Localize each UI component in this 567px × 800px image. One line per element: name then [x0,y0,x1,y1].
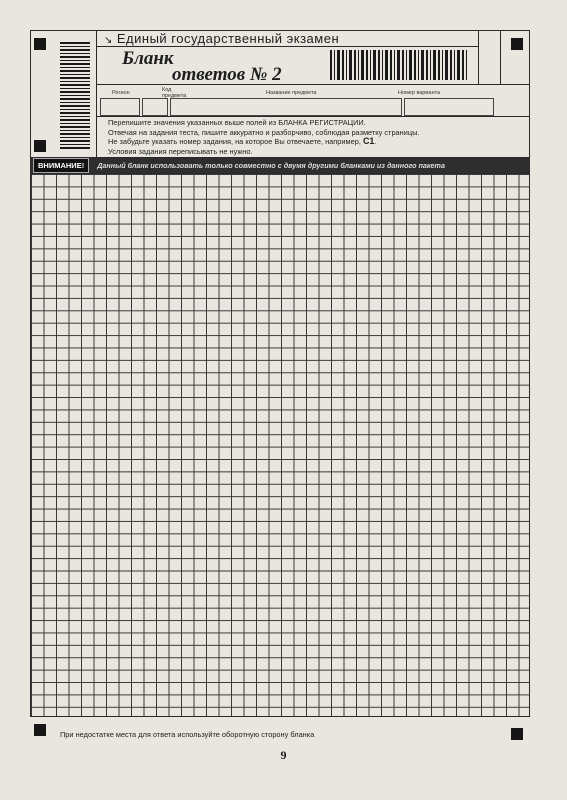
corner-marker-top-left-icon [34,38,46,50]
corner-marker-top-right-icon [511,38,523,50]
region-field[interactable] [100,98,140,116]
subject-name-field[interactable] [170,98,402,116]
corner-marker-bottom-right-icon [511,728,523,740]
region-label: Регион [112,90,130,96]
corner-marker-bottom-left-icon [34,724,46,736]
vertical-barcode-icon [60,42,90,150]
arrow-down-right-icon: ↘ [104,35,113,46]
warning-bar [30,158,530,173]
form-title-line1: Бланк [122,48,174,69]
variant-number-label: Номер варианта [398,90,441,96]
horizontal-barcode-icon [330,50,468,80]
corner-marker-mid-left-icon [34,140,46,152]
footer-note: При недостатке места для ответа используйте оборотную сторону бланка [60,730,315,739]
exam-title: ↘ Единый государственный экзамен [104,31,340,46]
warning-text: Данный бланк использовать только совместно с двумя другими бланками из данного пакета [97,161,445,170]
header-entry-fields [100,98,500,116]
form-title-line2: ответов № 2 [172,64,282,85]
variant-number-field[interactable] [404,98,494,116]
instructions: Перепишите значения указанных выше полей из БЛАНКА РЕГИСТРАЦИИ. Отвечая на задания теста, пишите аккуратно и разборчиво, соблюдая разметку страницы. Не забудьте указать номер задания, на которое Вы отвечаете, например, С1. Условия задания переписывать не нужно. [108,118,420,156]
example-task: С1 [362,136,375,146]
warning-label: ВНИМАНИЕ! [33,158,89,173]
subject-code-label: Код предмета [162,87,187,99]
subject-name-label: Название предмета [266,90,317,96]
answer-grid[interactable] [30,173,530,717]
subject-code-field[interactable] [142,98,168,116]
page-number: 9 [280,748,287,762]
